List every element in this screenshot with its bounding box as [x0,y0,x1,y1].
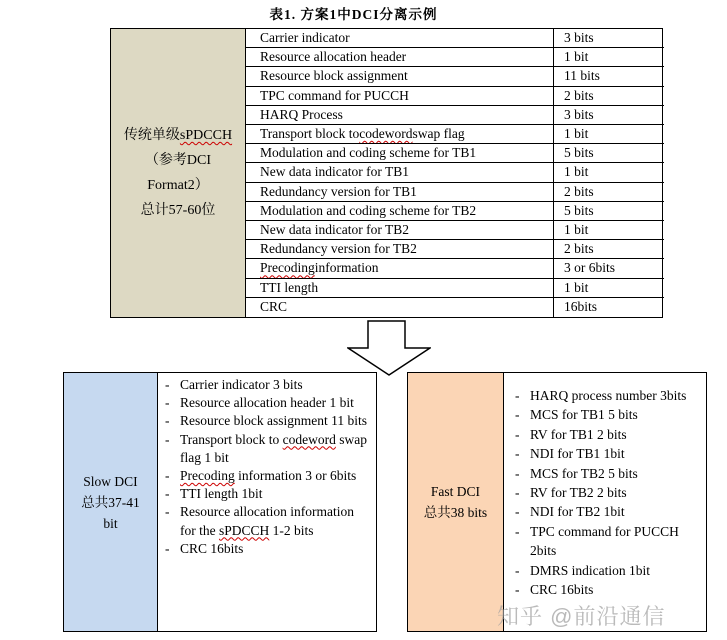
slow-dci-line-1: Slow DCI [83,473,138,489]
bits-cell: 3 bits [554,106,664,125]
bits-cell: 2 bits [554,183,664,202]
slow-dci-line-3: bit [103,515,118,531]
misspelled-word: codeword [359,126,413,142]
list-item: - DMRS indication 1bit [515,562,651,578]
field-name-cell: HARQ Process [246,106,554,125]
list-item: - NDI for TB2 1bit [515,504,625,520]
list-item: - MCS for TB2 5 bits [515,465,638,481]
bits-cell: 5 bits [554,144,664,163]
bits-cell: 1 bit [554,279,664,298]
list-item: - TTI length 1bit [165,486,263,502]
field-name-cell: Transport block to codeword swap flag [246,125,554,144]
field-name-cell: Resource block assignment [246,67,554,86]
fast-dci-field-list [504,373,706,631]
table-caption: 表1. 方案1中DCI分离示例 [269,7,438,22]
list-item: - Carrier indicator 3 bits [165,377,303,392]
bits-cell: 1 bit [554,125,664,144]
list-item: - RV for TB1 2 bits [515,426,627,442]
bits-cell: 1 bit [554,48,664,67]
header-line-4: 总计57-60位 [140,203,216,218]
fast-dci-table [407,372,707,632]
list-item: - Transport block to codeword swap flag 1 bit [165,431,367,465]
slow-dci-field-list [158,373,376,631]
down-arrow-icon [347,320,431,376]
field-name-cell: Modulation and coding scheme for TB2 [246,202,554,221]
list-item: - Resource allocation information for the sPDCCH 1-2 bits [165,504,354,538]
field-name-cell: Redundancy version for TB2 [246,240,554,259]
misspelled-word: sPDCCH [218,522,270,538]
bits-cell: 2 bits [554,87,664,106]
field-name-cell: Redundancy version for TB1 [246,183,554,202]
watermark: 知乎 @前沿通信 [497,604,666,629]
misspelled-word: codeword [282,431,336,447]
list-item: - CRC 16bits [165,540,244,556]
slow-dci-line-2: 总共37-41 [81,494,140,510]
fast-dci-header-cell [408,373,504,631]
bits-cell: 3 bits [554,29,664,48]
bits-cell: 5 bits [554,202,664,221]
bits-cell: 1 bit [554,163,664,182]
list-item: - CRC 16bits [515,582,594,598]
field-name-cell: CRC [246,298,554,317]
field-name-cell: New data indicator for TB2 [246,221,554,240]
field-name-cell: Modulation and coding scheme for TB1 [246,144,554,163]
list-item: - MCS for TB1 5 bits [515,407,638,423]
misspelled-word: sPDCCH [179,128,233,143]
list-item: - Resource allocation header 1 bit [165,395,354,411]
slow-dci-header-cell [64,373,158,631]
dci-format-table [110,28,663,318]
bits-cell: 11 bits [554,67,664,86]
fast-dci-line-1: Fast DCI [430,484,481,499]
bits-cell: 16bits [564,299,598,315]
bits-cell: 3 or 6bits [554,259,664,278]
header-line-1: 传统单级sPDCCH [123,128,233,143]
list-item: - RV for TB2 2 bits [515,485,627,501]
field-name-cell: Carrier indicator [246,29,554,48]
list-item: - Resource block assignment 11 bits [165,413,367,429]
list-item: - HARQ process number 3bits [515,388,687,403]
fast-dci-line-2: 总共38 bits [423,505,488,520]
field-name-cell: TTI length [246,279,554,298]
field-name-cell: Resource allocation header [246,48,554,67]
bits-cell: 2 bits [554,240,664,259]
legacy-spdcch-header-cell [111,29,246,317]
field-name-cell: Precoding information [246,259,554,278]
list-item: - Precoding information 3 or 6bits [165,468,357,484]
field-name-cell: TPC command for PUCCH [246,87,554,106]
list-item: - NDI for TB1 1bit [515,446,625,462]
misspelled-word: Precoding [260,260,315,276]
header-line-2: （参考DCI [144,153,212,168]
misspelled-word: Precoding [180,468,235,484]
header-line-3: Format2） [147,178,209,193]
list-item: - TPC command for PUCCH 2bits [515,523,679,559]
bits-cell: 1 bit [554,221,664,240]
field-name-cell: New data indicator for TB1 [246,163,554,182]
slow-dci-table [63,372,377,632]
